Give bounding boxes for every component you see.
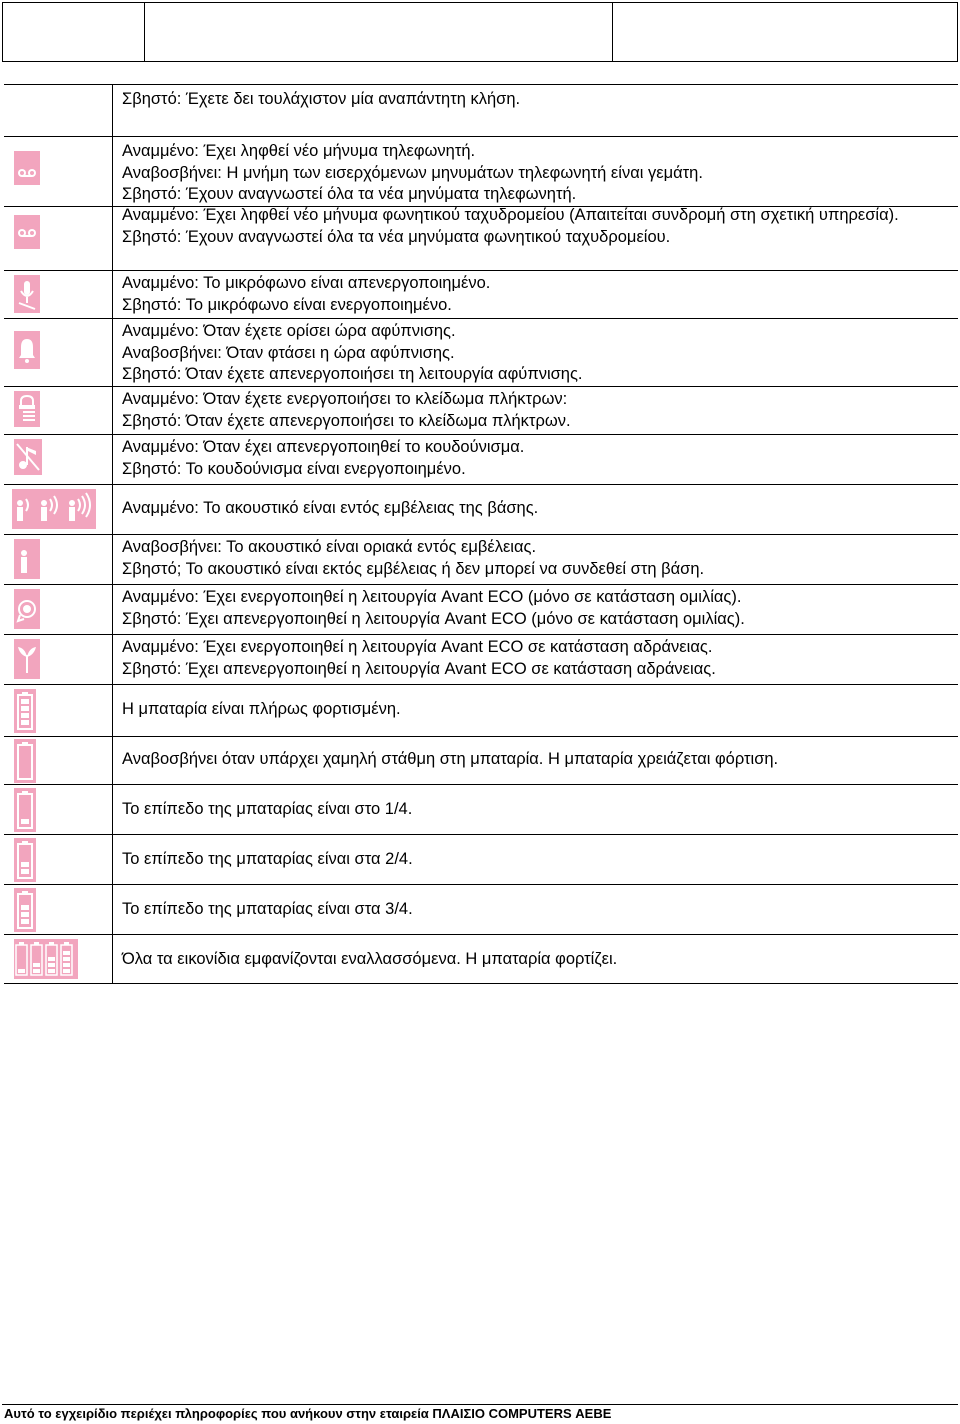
icon-cell <box>4 485 113 534</box>
row-text <box>122 437 950 480</box>
row-text <box>122 949 950 971</box>
row-text <box>122 389 950 432</box>
icon-cell <box>4 387 113 434</box>
row-text <box>122 749 950 771</box>
text-line: Αναμμένο: Έχει ενεργοποιηθεί η λειτουργία Avant ECO (μόνο σε κατάσταση ομιλίας). <box>122 588 742 606</box>
icon-cell <box>4 585 113 634</box>
icon-cell <box>4 785 113 834</box>
alarm-bell-icon <box>14 331 40 369</box>
table-row <box>4 934 958 984</box>
row-text <box>122 498 950 520</box>
row-text <box>122 637 950 680</box>
table-row <box>4 206 958 270</box>
table-row <box>4 684 958 736</box>
icon-cell <box>4 835 113 884</box>
table-row <box>4 84 958 136</box>
icon-cell <box>4 885 113 934</box>
battery-full-icon <box>14 689 36 733</box>
signal-weak-icon <box>14 539 40 579</box>
row-text <box>122 699 950 721</box>
table-row <box>4 270 958 318</box>
text-line: Αναμμένο: Όταν έχει απενεργοποιηθεί το κουδούνισμα. <box>122 438 525 456</box>
text-line: Σβηστό: Έχουν αναγνωστεί όλα τα νέα μηνύματα τηλεφωνητή. <box>122 185 577 203</box>
text-line: Αναμμένο: Όταν έχετε ορίσει ώρα αφύπνισης. <box>122 322 456 340</box>
battery-quarter-icon <box>14 788 36 832</box>
row-text <box>122 205 950 248</box>
icon-cell <box>4 635 113 684</box>
icon-cell <box>4 319 113 386</box>
row-text <box>122 141 950 206</box>
battery-half-icon <box>14 838 36 882</box>
battery-empty-icon <box>14 739 36 783</box>
table-row <box>4 834 958 884</box>
table-row <box>4 634 958 684</box>
microphone-muted-icon <box>14 275 40 313</box>
header-cell-2 <box>145 3 613 61</box>
text-line: Σβηστό: Έχουν αναγνωστεί όλα τα νέα μηνύματα φωνητικού ταχυδρομείου. <box>122 227 671 246</box>
text-line: Όλα τα εικονίδια εμφανίζονται εναλλασσόμενα. Η μπαταρία φορτίζει. <box>122 950 618 968</box>
row-text <box>122 849 950 871</box>
icon-cell <box>4 137 113 206</box>
table-row <box>4 318 958 386</box>
table-row <box>4 736 958 784</box>
text-line: Σβηστό: Το μικρόφωνο είναι ενεργοποιημένο. <box>122 295 452 314</box>
text-line: Το επίπεδο της μπαταρίας είναι στα 2/4. <box>122 850 413 868</box>
icon-cell <box>4 935 113 983</box>
eco-plant-icon <box>14 639 40 679</box>
eco-mode-icon <box>14 589 40 629</box>
row-text <box>122 321 950 386</box>
text-line: Αναβοσβήνει: Όταν φτάσει η ώρα αφύπνισης. <box>122 343 455 362</box>
voicemail-icon <box>14 151 40 185</box>
keypad-lock-icon <box>14 391 40 427</box>
header-cell-3 <box>613 3 957 61</box>
text-line: Σβηστό: Έχει απενεργοποιηθεί η λειτουργία Avant ECO σε κατάσταση αδράνειας. <box>122 659 716 678</box>
footer-notice: Αυτό το εγχειρίδιο περιέχει πληροφορίες που ανήκουν στην εταιρεία ΠΛΑΙΣΙΟ COMPUTERS ΑΕΒΕ <box>4 1406 612 1421</box>
text-line: Σβηστό: Όταν έχετε απενεργοποιήσει το κλείδωμα πλήκτρων. <box>122 411 571 430</box>
text-line: Σβηστό: Το κουδούνισμα είναι ενεργοποιημένο. <box>122 459 466 478</box>
table-row <box>4 884 958 934</box>
row-text <box>122 89 950 111</box>
row-text <box>122 273 950 316</box>
header-cell-1 <box>3 3 145 61</box>
table-row <box>4 534 958 584</box>
table-row <box>4 386 958 434</box>
text-line: Αναβοσβήνει: Το ακουστικό είναι οριακά εντός εμβέλειας. <box>122 538 537 556</box>
battery-charging-icon <box>14 939 78 979</box>
text-line: Αναμμένο: Το μικρόφωνο είναι απενεργοποιημένο. <box>122 274 491 292</box>
text-line: Σβηστό: Όταν έχετε απενεργοποιήσει τη λειτουργία αφύπνισης. <box>122 365 583 383</box>
row-text <box>122 799 950 821</box>
signal-strength-icon <box>12 489 96 529</box>
table-row <box>4 434 958 484</box>
header-table <box>2 2 958 62</box>
row-text <box>122 537 950 580</box>
text-line: Σβηστό: Έχετε δει τουλάχιστον μία αναπάντητη κλήση. <box>122 90 521 108</box>
text-line: Αναβοσβήνει όταν υπάρχει χαμηλή στάθμη στη μπαταρία. Η μπαταρία χρειάζεται φόρτιση. <box>122 750 779 768</box>
icon-cell <box>4 737 113 784</box>
table-row <box>4 136 958 206</box>
row-text <box>122 899 950 921</box>
text-line: Σβηστό; Το ακουστικό είναι εκτός εμβέλειας ή δεν μπορεί να συνδεθεί στη βάση. <box>122 559 705 578</box>
table-row <box>4 484 958 534</box>
icon-cell <box>4 685 113 736</box>
icon-cell <box>4 271 113 318</box>
icon-cell <box>4 435 113 484</box>
text-line: Σβηστό: Έχει απενεργοποιηθεί η λειτουργία Avant ECO (μόνο σε κατάσταση ομιλίας). <box>122 609 745 628</box>
icon-cell <box>4 207 113 270</box>
text-line: Το επίπεδο της μπαταρίας είναι στο 1/4. <box>122 800 413 818</box>
footer-divider <box>2 1404 958 1405</box>
text-line: Αναβοσβήνει: Η μνήμη των εισερχόμενων μηνυμάτων τηλεφωνητή είναι γεμάτη. <box>122 163 703 182</box>
icon-cell <box>4 85 113 136</box>
voicemail-network-icon <box>14 215 40 249</box>
text-line: Αναμμένο: Το ακουστικό είναι εντός εμβέλειας της βάσης. <box>122 499 539 517</box>
text-line: Αναμμένο: Έχει ληφθεί νέο μήνυμα φωνητικού ταχυδρομείου (Απαιτείται συνδρομή στη σχετική υπηρεσία). <box>122 206 899 224</box>
text-line: Αναμμένο: Όταν έχετε ενεργοποιήσει το κλείδωμα πλήκτρων: <box>122 390 568 408</box>
text-line: Το επίπεδο της μπαταρίας είναι στα 3/4. <box>122 900 413 918</box>
text-line: Η μπαταρία είναι πλήρως φορτισμένη. <box>122 700 401 718</box>
table-row <box>4 784 958 834</box>
text-line: Αναμμένο: Έχει ληφθεί νέο μήνυμα τηλεφωνητή. <box>122 142 476 160</box>
text-line: Αναμμένο: Έχει ενεργοποιηθεί η λειτουργία Avant ECO σε κατάσταση αδράνειας. <box>122 638 713 656</box>
battery-three-quarter-icon <box>14 888 36 932</box>
row-text <box>122 587 950 630</box>
icon-cell <box>4 535 113 584</box>
ringer-off-icon <box>14 439 42 475</box>
table-row <box>4 584 958 634</box>
